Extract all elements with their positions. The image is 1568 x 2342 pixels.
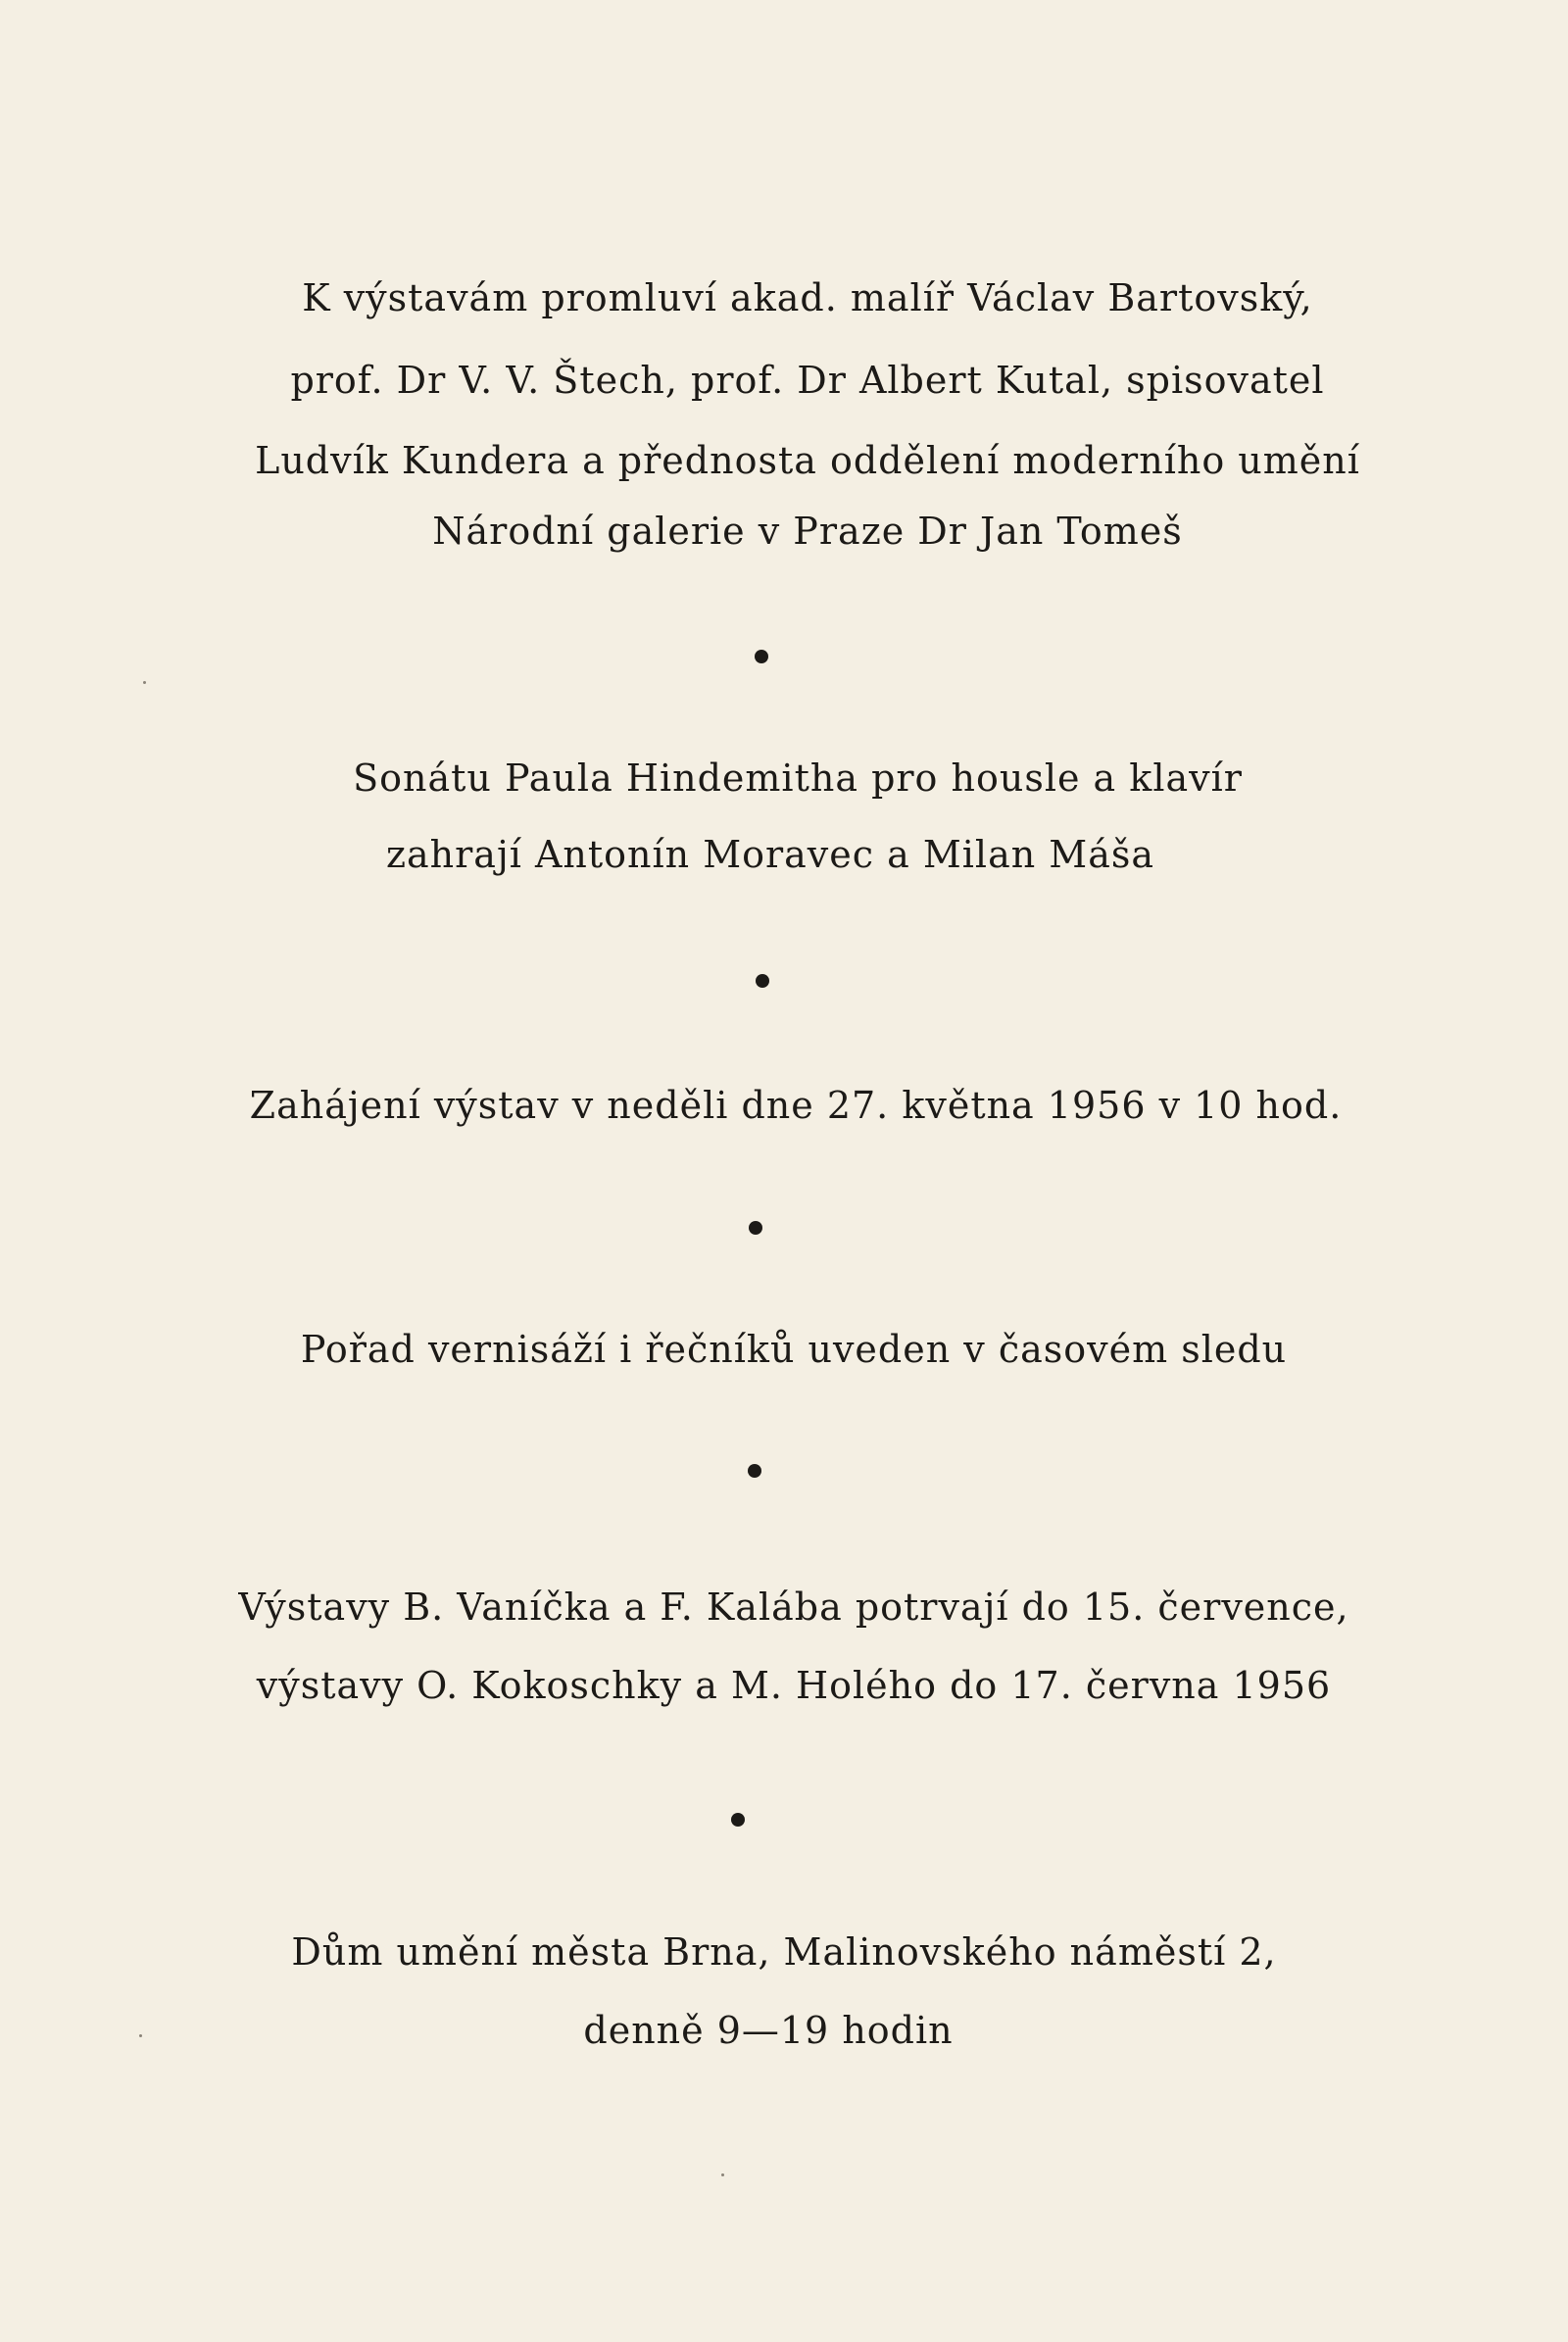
venue-line-1: Dům umění města Brna, Malinovského náměstí 2,	[291, 1930, 1277, 1974]
paper-speck	[721, 2173, 724, 2176]
separator-bullet-3	[749, 1221, 762, 1235]
speakers-line-3: Ludvík Kundera a přednosta oddělení moderního umění	[255, 439, 1360, 482]
duration-line-1: Výstavy B. Vaníčka a F. Kalába potrvají do 15. července,	[238, 1586, 1349, 1629]
separator-bullet-2	[756, 974, 769, 988]
paper-speck	[143, 681, 146, 684]
separator-bullet-4	[748, 1464, 761, 1478]
speakers-line-4: Národní galerie v Praze Dr Jan Tomeš	[432, 510, 1183, 553]
paper-speck	[139, 2034, 142, 2037]
opening-line: Zahájení výstav v neděli dne 27. května 1956 v 10 hod.	[249, 1084, 1343, 1127]
speakers-line-1: K výstavám promluví akad. malíř Václav Bartovský,	[302, 276, 1313, 319]
separator-bullet-5	[731, 1813, 745, 1827]
separator-bullet-1	[755, 650, 768, 663]
venue-line-2: denně 9—19 hodin	[583, 2009, 954, 2052]
duration-line-2: výstavy O. Kokoschky a M. Holého do 17. června 1956	[256, 1664, 1332, 1707]
music-line-1: Sonátu Paula Hindemitha pro housle a klavír	[353, 756, 1243, 800]
music-line-2: zahrají Antonín Moravec a Milan Máša	[385, 833, 1155, 876]
order-line: Pořad vernisáží i řečníků uveden v časovém sledu	[300, 1328, 1288, 1371]
speakers-line-2: prof. Dr V. V. Štech, prof. Dr Albert Kutal, spisovatel	[290, 359, 1325, 402]
